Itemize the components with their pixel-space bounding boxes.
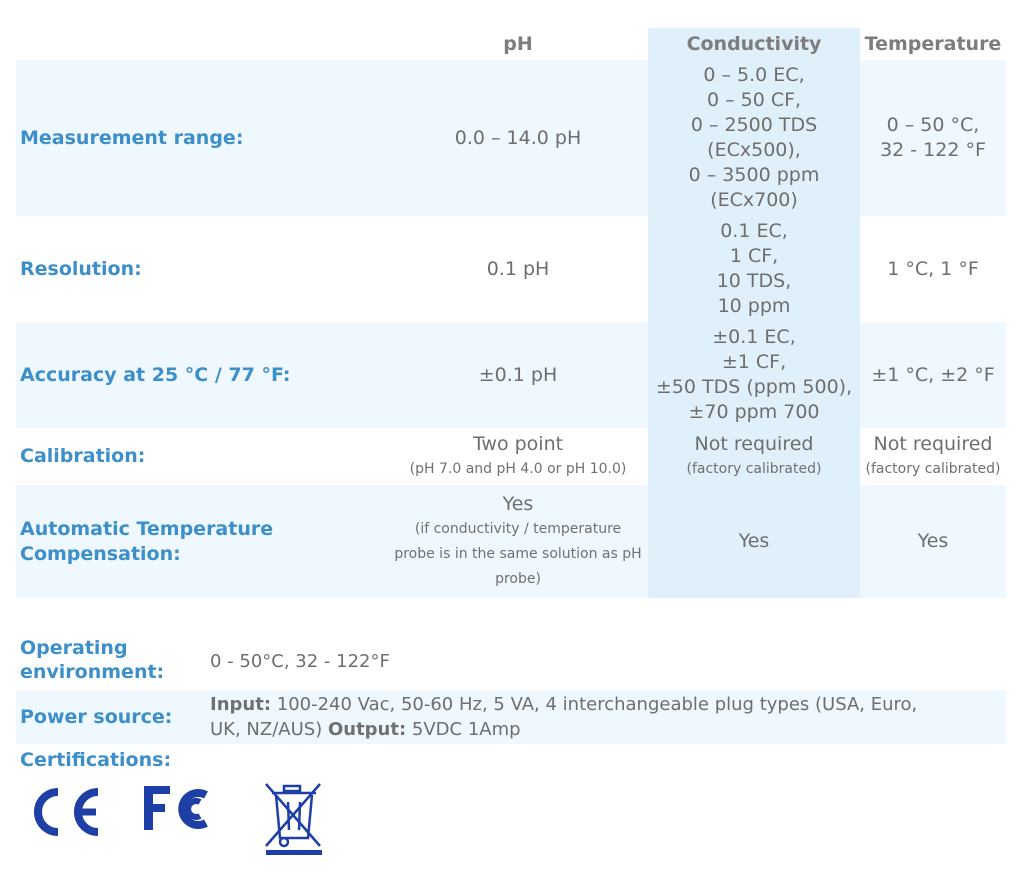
operating-environment-value: 0 - 50°C, 32 - 122°F	[210, 651, 390, 672]
temperature-measurement-range	[860, 60, 1006, 216]
label-accuracy: Accuracy at 25 °C / 77 °F:	[16, 322, 388, 428]
temperature-accuracy: ±1 °C, ±2 °F	[860, 322, 1006, 428]
cond-range-line: 0 – 50 CF,	[706, 89, 802, 111]
ph-measurement-range: 0.0 – 14.0 pH	[388, 60, 648, 216]
ph-calibration-note: (pH 7.0 and pH 4.0 or pH 10.0)	[409, 460, 627, 477]
power-output-label: Output:	[327, 719, 407, 740]
row-atc	[16, 485, 1006, 598]
operating-label-line2: environment:	[20, 661, 165, 683]
conductivity-calibration	[648, 428, 860, 485]
cond-res-line: 0.1 EC,	[720, 220, 788, 242]
power-input-label: Input:	[210, 694, 272, 715]
temperature-resolution: 1 °C, 1 °F	[887, 257, 979, 280]
header-ph: pH	[503, 33, 533, 55]
header-temperature: Temperature	[864, 33, 1002, 55]
ce-mark-icon	[24, 784, 104, 840]
conductivity-measurement-range	[648, 60, 860, 216]
temperature-calibration	[860, 428, 1006, 485]
weee-bin-icon	[262, 780, 326, 856]
power-source-row	[16, 690, 1006, 744]
ph-accuracy: ±0.1 pH	[388, 322, 648, 428]
row-accuracy	[16, 322, 1006, 428]
ph-calibration-value: Two point	[472, 432, 564, 455]
operating-environment-label	[20, 636, 164, 684]
cond-res-line: 10 ppm	[717, 295, 791, 317]
cond-range-line: (ECx500),	[707, 139, 801, 161]
operating-label-line1: Operating	[20, 637, 128, 659]
ph-atc-note: probe is in the same solution as pH	[394, 545, 642, 562]
label-calibration: Calibration:	[20, 445, 146, 467]
conductivity-atc: Yes	[648, 485, 860, 598]
ph-atc	[388, 485, 648, 598]
cond-acc-line: ±0.1 EC,	[712, 326, 796, 348]
cond-range-line: 0 – 2500 TDS	[690, 114, 818, 136]
cond-acc-line: ±50 TDS (ppm 500),	[655, 376, 853, 398]
temp-calibration-value: Not required	[873, 432, 993, 455]
temp-range-line: 0 – 50 °C,	[886, 114, 980, 136]
power-line2-value: UK, NZ/AUS)	[210, 719, 328, 740]
conductivity-accuracy	[648, 322, 860, 428]
ph-atc-note: (if conductivity / temperature	[414, 520, 622, 537]
header-blank	[16, 28, 388, 60]
power-source-value	[210, 692, 1000, 742]
power-output-value: 5VDC 1Amp	[406, 719, 521, 740]
temp-range-line: 32 - 122 °F	[880, 139, 986, 161]
spec-table	[16, 28, 1006, 598]
label-atc	[16, 485, 388, 598]
ph-resolution: 0.1 pH	[486, 257, 550, 280]
header-conductivity: Conductivity	[648, 28, 860, 60]
label-atc-line2: Compensation:	[20, 542, 181, 565]
temp-calibration-note: (factory calibrated)	[865, 460, 1001, 477]
power-source-label: Power source:	[20, 706, 173, 728]
row-resolution	[16, 216, 1006, 322]
certifications-row	[16, 748, 1006, 776]
ph-atc-note: probe)	[495, 570, 541, 587]
temperature-atc: Yes	[860, 485, 1006, 598]
cond-range-line: (ECx700)	[710, 189, 798, 211]
cond-range-line: 0 – 3500 ppm	[688, 164, 820, 186]
label-measurement-range: Measurement range:	[16, 60, 388, 216]
row-calibration	[16, 428, 1006, 485]
row-measurement-range	[16, 60, 1006, 216]
cond-calibration-note: (factory calibrated)	[686, 460, 822, 477]
certifications-label: Certifications:	[20, 749, 172, 771]
cond-res-line: 10 TDS,	[716, 270, 792, 292]
fcc-mark-icon	[142, 782, 218, 834]
ph-atc-value: Yes	[502, 492, 534, 515]
cond-calibration-value: Not required	[694, 432, 814, 455]
cond-range-line: 0 – 5.0 EC,	[703, 64, 805, 86]
conductivity-resolution	[648, 216, 860, 322]
power-input-value: 100-240 Vac, 50-60 Hz, 5 VA, 4 interchangeable plug types (USA, Euro,	[271, 694, 918, 715]
header-row	[16, 28, 1006, 60]
cond-res-line: 1 CF,	[729, 245, 779, 267]
ph-calibration	[388, 428, 648, 485]
label-resolution: Resolution:	[20, 257, 142, 280]
cond-acc-line: ±70 ppm 700	[688, 401, 820, 423]
operating-environment-row	[16, 636, 1006, 686]
label-atc-line1: Automatic Temperature	[20, 517, 274, 540]
cond-acc-line: ±1 CF,	[721, 351, 787, 373]
